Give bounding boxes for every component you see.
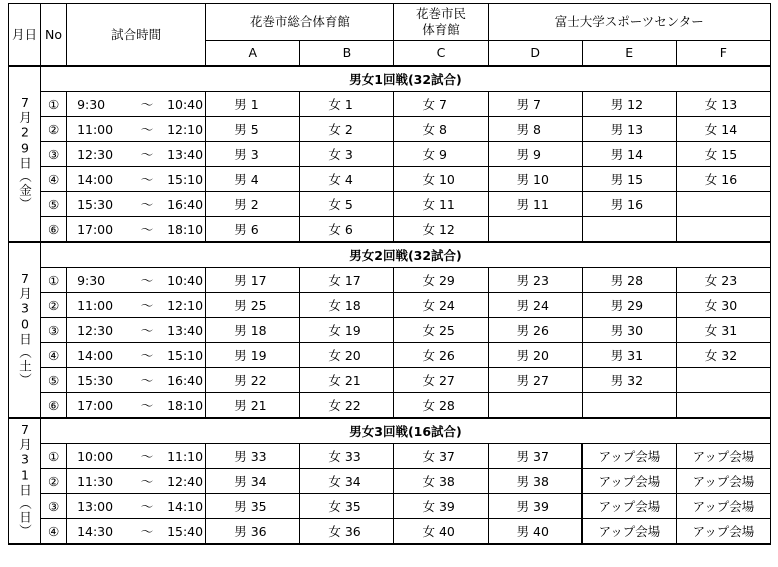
court-e-match: 男 28	[582, 268, 676, 293]
court-a-match: 男 2	[206, 192, 300, 217]
start-time: 9:30	[77, 97, 106, 112]
end-time: 10:40	[167, 273, 204, 288]
match-number: ⑥	[41, 393, 67, 419]
match-number: ④	[41, 343, 67, 368]
court-b-match: 女 3	[300, 142, 394, 167]
match-number: ⑤	[41, 192, 67, 217]
court-b-match: 女 19	[300, 318, 394, 343]
start-time: 12:30	[77, 323, 114, 338]
start-time: 13:00	[77, 499, 114, 514]
date-label: 7月30日（土）	[17, 270, 33, 387]
court-e-match: 男 31	[582, 343, 676, 368]
court-e-match: アップ会場	[582, 494, 676, 519]
court-a-match: 男 34	[206, 469, 300, 494]
court-e-match: 男 15	[582, 167, 676, 192]
start-time: 9:30	[77, 273, 106, 288]
header-no: No	[41, 4, 67, 67]
court-f-match: アップ会場	[676, 469, 770, 494]
match-row	[9, 494, 771, 519]
match-number: ④	[41, 519, 67, 545]
end-time: 16:40	[167, 197, 204, 212]
end-time: 10:40	[167, 97, 204, 112]
time-separator: ～	[140, 348, 154, 363]
court-f-match: アップ会場	[676, 494, 770, 519]
match-number: ③	[41, 494, 67, 519]
end-time: 18:10	[167, 222, 204, 237]
start-time: 11:00	[77, 122, 114, 137]
court-b-match: 女 20	[300, 343, 394, 368]
header-time: 試合時間	[67, 4, 206, 67]
court-a-match: 男 6	[206, 217, 300, 243]
match-number: ③	[41, 318, 67, 343]
court-d-match: 男 40	[488, 519, 582, 545]
end-time: 12:10	[167, 298, 204, 313]
court-d-match: 男 8	[488, 117, 582, 142]
venue-fuji-sports-center: 富士大学スポーツセンター	[488, 4, 770, 41]
match-number: ①	[41, 268, 67, 293]
date-cell	[9, 242, 41, 418]
match-schedule-table	[8, 3, 771, 545]
court-c-match: 女 25	[394, 318, 488, 343]
start-time: 11:30	[77, 474, 114, 489]
match-row	[9, 368, 771, 393]
court-d-match: 男 20	[488, 343, 582, 368]
time-separator: ～	[140, 147, 154, 162]
court-b-match: 女 34	[300, 469, 394, 494]
end-time: 16:40	[167, 373, 204, 388]
court-c-match: 女 8	[394, 117, 488, 142]
court-b-match: 女 36	[300, 519, 394, 545]
court-d-match	[488, 393, 582, 419]
match-number: ②	[41, 117, 67, 142]
court-label-f: F	[676, 41, 770, 67]
time-separator: ～	[140, 298, 154, 313]
end-time: 11:10	[167, 449, 204, 464]
header-row-venues	[9, 4, 771, 41]
end-time: 12:40	[167, 474, 204, 489]
match-number: ③	[41, 142, 67, 167]
court-d-match	[488, 217, 582, 243]
match-time	[67, 142, 206, 167]
end-time: 14:10	[167, 499, 204, 514]
court-b-match: 女 18	[300, 293, 394, 318]
venue-shimin-taiikukan	[394, 4, 488, 41]
round-title: 男女2回戦(32試合)	[41, 242, 771, 268]
court-e-match: 男 14	[582, 142, 676, 167]
date-label: 7月31日（日）	[17, 421, 33, 538]
court-d-match: 男 37	[488, 444, 582, 469]
court-d-match: 男 27	[488, 368, 582, 393]
court-c-match: 女 7	[394, 92, 488, 117]
match-time	[67, 469, 206, 494]
round-title-row	[9, 418, 771, 444]
court-d-match: 男 39	[488, 494, 582, 519]
court-b-match: 女 2	[300, 117, 394, 142]
match-number: ②	[41, 469, 67, 494]
court-a-match: 男 18	[206, 318, 300, 343]
court-label-b: B	[300, 41, 394, 67]
match-row	[9, 469, 771, 494]
match-row	[9, 293, 771, 318]
end-time: 13:40	[167, 323, 204, 338]
match-time	[67, 117, 206, 142]
court-e-match: アップ会場	[582, 444, 676, 469]
time-separator: ～	[140, 373, 154, 388]
court-d-match: 男 24	[488, 293, 582, 318]
court-c-match: 女 38	[394, 469, 488, 494]
court-e-match: アップ会場	[582, 519, 676, 545]
time-separator: ～	[140, 398, 154, 413]
court-f-match: 女 23	[676, 268, 770, 293]
start-time: 15:30	[77, 197, 114, 212]
court-c-match: 女 37	[394, 444, 488, 469]
court-f-match	[676, 393, 770, 419]
time-separator: ～	[140, 97, 154, 112]
court-a-match: 男 4	[206, 167, 300, 192]
court-a-match: 男 21	[206, 393, 300, 419]
match-number: ④	[41, 167, 67, 192]
time-separator: ～	[140, 524, 154, 539]
match-row	[9, 142, 771, 167]
court-d-match: 男 38	[488, 469, 582, 494]
court-d-match: 男 10	[488, 167, 582, 192]
match-row	[9, 519, 771, 545]
match-row	[9, 192, 771, 217]
date-cell	[9, 418, 41, 544]
match-time	[67, 167, 206, 192]
match-time	[67, 318, 206, 343]
time-separator: ～	[140, 273, 154, 288]
court-f-match: アップ会場	[676, 444, 770, 469]
court-e-match: 男 12	[582, 92, 676, 117]
match-time	[67, 92, 206, 117]
court-c-match: 女 27	[394, 368, 488, 393]
court-b-match: 女 1	[300, 92, 394, 117]
time-separator: ～	[140, 449, 154, 464]
match-number: ①	[41, 444, 67, 469]
start-time: 11:00	[77, 298, 114, 313]
court-d-match: 男 7	[488, 92, 582, 117]
court-c-match: 女 11	[394, 192, 488, 217]
court-d-match: 男 23	[488, 268, 582, 293]
court-label-d: D	[488, 41, 582, 67]
end-time: 13:40	[167, 147, 204, 162]
match-row	[9, 268, 771, 293]
header-date: 月日	[9, 4, 41, 67]
end-time: 18:10	[167, 398, 204, 413]
start-time: 17:00	[77, 398, 114, 413]
match-number: ②	[41, 293, 67, 318]
court-b-match: 女 35	[300, 494, 394, 519]
match-time	[67, 192, 206, 217]
court-c-match: 女 26	[394, 343, 488, 368]
match-time	[67, 393, 206, 419]
match-time	[67, 368, 206, 393]
start-time: 14:00	[77, 172, 114, 187]
time-separator: ～	[140, 222, 154, 237]
court-f-match: アップ会場	[676, 519, 770, 545]
court-a-match: 男 22	[206, 368, 300, 393]
match-time	[67, 217, 206, 243]
match-number: ⑤	[41, 368, 67, 393]
court-f-match: 女 31	[676, 318, 770, 343]
court-c-match: 女 39	[394, 494, 488, 519]
court-a-match: 男 25	[206, 293, 300, 318]
court-f-match: 女 16	[676, 167, 770, 192]
court-b-match: 女 4	[300, 167, 394, 192]
time-separator: ～	[140, 323, 154, 338]
court-b-match: 女 33	[300, 444, 394, 469]
court-c-match: 女 24	[394, 293, 488, 318]
court-label-a: A	[206, 41, 300, 67]
start-time: 15:30	[77, 373, 114, 388]
court-c-match: 女 12	[394, 217, 488, 243]
match-time	[67, 293, 206, 318]
court-b-match: 女 6	[300, 217, 394, 243]
start-time: 10:00	[77, 449, 114, 464]
end-time: 12:10	[167, 122, 204, 137]
court-e-match: アップ会場	[582, 469, 676, 494]
court-c-match: 女 28	[394, 393, 488, 419]
date-cell	[9, 66, 41, 242]
court-a-match: 男 33	[206, 444, 300, 469]
date-label: 7月29日（金）	[17, 94, 33, 211]
match-row	[9, 217, 771, 243]
court-b-match: 女 5	[300, 192, 394, 217]
court-c-match: 女 10	[394, 167, 488, 192]
court-a-match: 男 17	[206, 268, 300, 293]
court-f-match: 女 15	[676, 142, 770, 167]
end-time: 15:10	[167, 348, 204, 363]
court-a-match: 男 36	[206, 519, 300, 545]
court-e-match: 男 32	[582, 368, 676, 393]
match-time	[67, 519, 206, 545]
court-f-match: 女 13	[676, 92, 770, 117]
match-row	[9, 167, 771, 192]
match-time	[67, 268, 206, 293]
court-a-match: 男 5	[206, 117, 300, 142]
end-time: 15:40	[167, 524, 204, 539]
court-c-match: 女 40	[394, 519, 488, 545]
court-a-match: 男 19	[206, 343, 300, 368]
court-a-match: 男 1	[206, 92, 300, 117]
court-f-match	[676, 368, 770, 393]
match-row	[9, 318, 771, 343]
court-d-match: 男 11	[488, 192, 582, 217]
match-time	[67, 444, 206, 469]
court-f-match: 女 14	[676, 117, 770, 142]
start-time: 17:00	[77, 222, 114, 237]
round-title-row	[9, 66, 771, 92]
match-row	[9, 393, 771, 419]
court-e-match: 男 30	[582, 318, 676, 343]
round-title-row	[9, 242, 771, 268]
court-e-match: 男 16	[582, 192, 676, 217]
match-row	[9, 92, 771, 117]
start-time: 14:30	[77, 524, 114, 539]
court-e-match	[582, 217, 676, 243]
start-time: 12:30	[77, 147, 114, 162]
time-separator: ～	[140, 499, 154, 514]
court-a-match: 男 3	[206, 142, 300, 167]
match-row	[9, 343, 771, 368]
court-label-c: C	[394, 41, 488, 67]
court-label-e: E	[582, 41, 676, 67]
court-d-match: 男 9	[488, 142, 582, 167]
time-separator: ～	[140, 197, 154, 212]
court-f-match: 女 30	[676, 293, 770, 318]
court-d-match: 男 26	[488, 318, 582, 343]
time-separator: ～	[140, 474, 154, 489]
end-time: 15:10	[167, 172, 204, 187]
match-time	[67, 494, 206, 519]
venue-sogo-taiikukan: 花巻市総合体育館	[206, 4, 394, 41]
round-title: 男女1回戦(32試合)	[41, 66, 771, 92]
round-title: 男女3回戦(16試合)	[41, 418, 771, 444]
court-e-match	[582, 393, 676, 419]
match-row	[9, 117, 771, 142]
match-row	[9, 444, 771, 469]
court-a-match: 男 35	[206, 494, 300, 519]
time-separator: ～	[140, 172, 154, 187]
venue-shimin-line2: 体育館	[422, 22, 460, 37]
court-f-match: 女 32	[676, 343, 770, 368]
court-f-match	[676, 217, 770, 243]
court-e-match: 男 29	[582, 293, 676, 318]
court-b-match: 女 17	[300, 268, 394, 293]
court-b-match: 女 21	[300, 368, 394, 393]
court-c-match: 女 9	[394, 142, 488, 167]
court-c-match: 女 29	[394, 268, 488, 293]
start-time: 14:00	[77, 348, 114, 363]
time-separator: ～	[140, 122, 154, 137]
venue-shimin-line1: 花巻市民	[416, 6, 467, 21]
court-f-match	[676, 192, 770, 217]
court-e-match: 男 13	[582, 117, 676, 142]
match-number: ①	[41, 92, 67, 117]
match-time	[67, 343, 206, 368]
court-b-match: 女 22	[300, 393, 394, 419]
match-number: ⑥	[41, 217, 67, 243]
